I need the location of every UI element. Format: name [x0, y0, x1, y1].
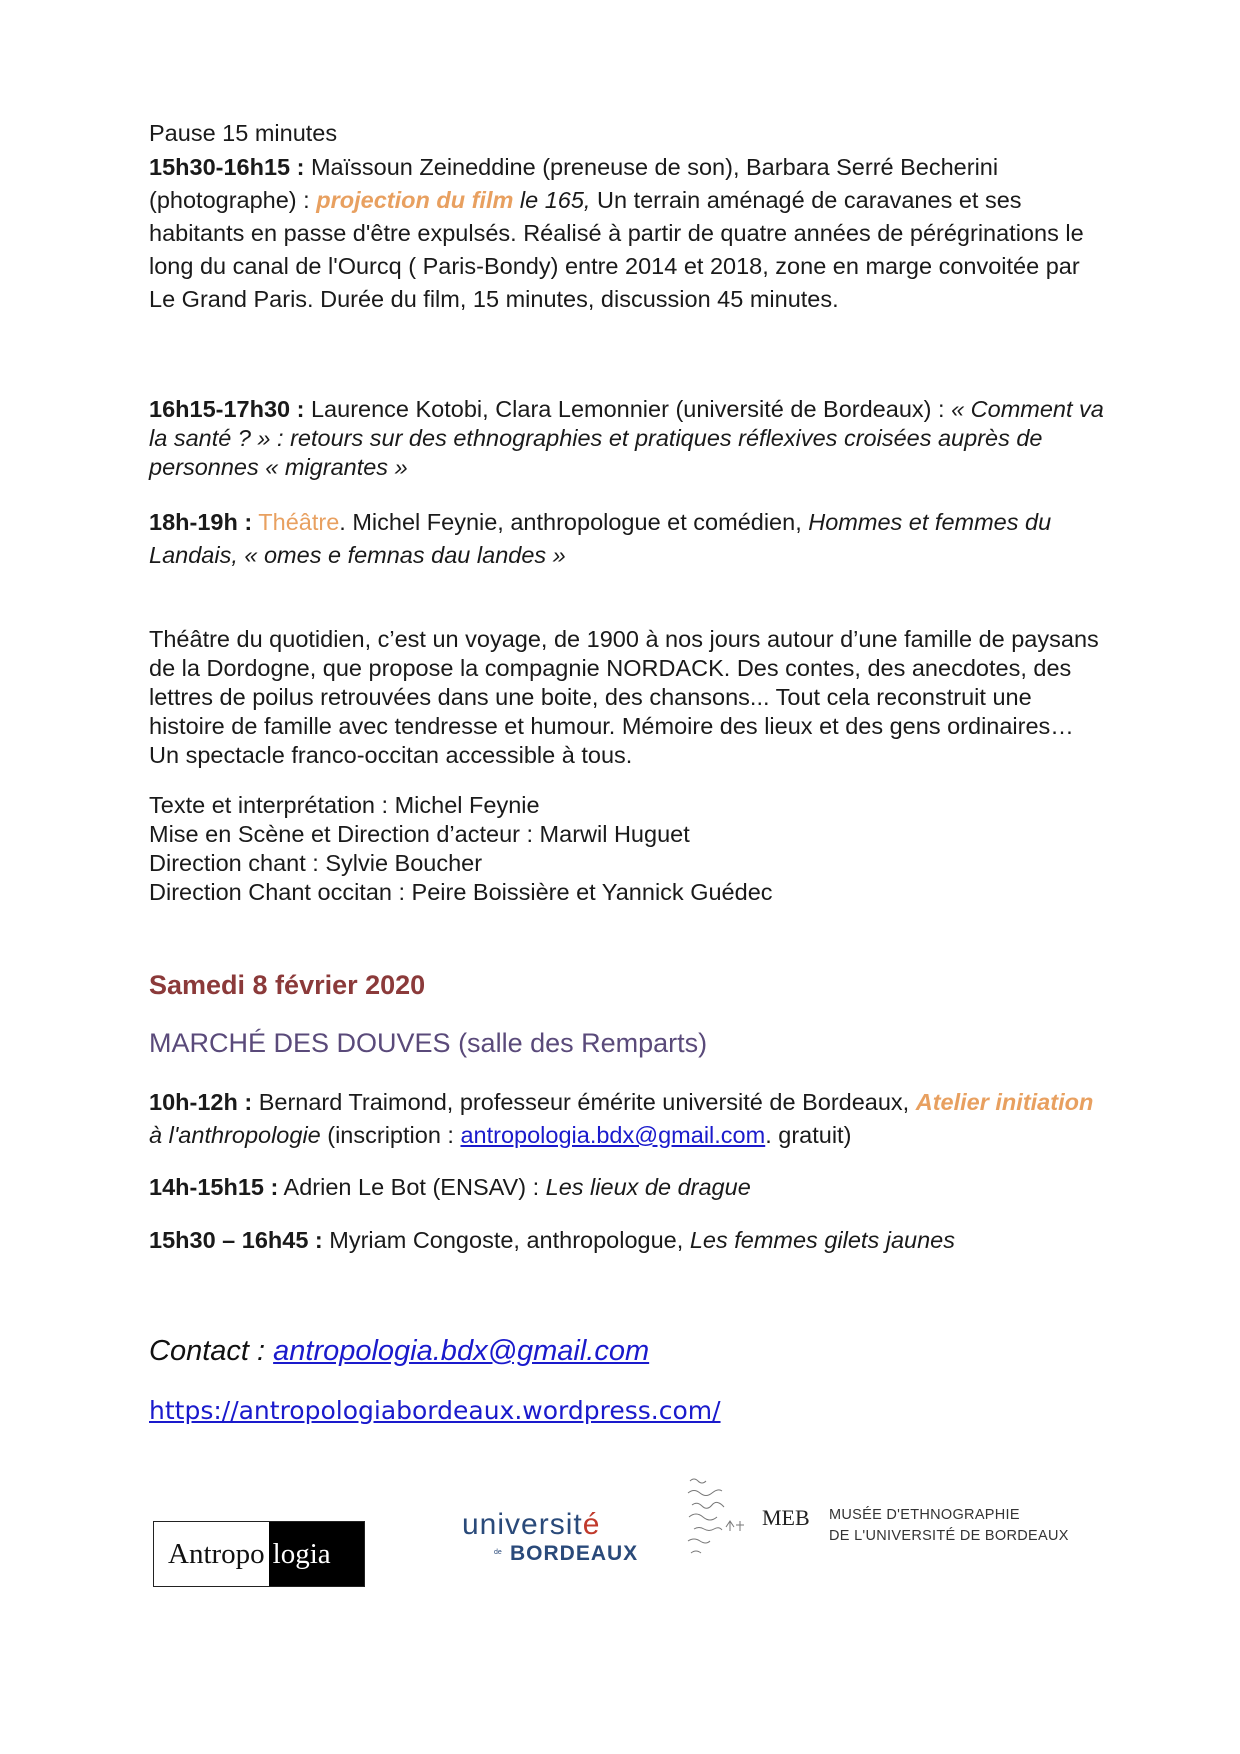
antropologia-logo-left: Antropo	[168, 1537, 265, 1570]
universite-word-a: universit	[462, 1508, 583, 1541]
universite-word-accent: é	[582, 1508, 601, 1541]
session-note-end: . gratuit)	[765, 1122, 852, 1148]
theatre-credits	[149, 791, 1109, 907]
session-speakers: Maïssoun Zeineddine (preneuse de son), Barbara Serré Becherini (photographe) :	[149, 154, 999, 213]
session-title: Les femmes gilets jaunes	[689, 1227, 955, 1253]
session-title: « Comment va la santé ? » : retours sur des ethnographies et pratiques réflexives croisées auprès de personnes « migrantes »	[149, 396, 1104, 480]
session-time: 15h30 – 16h45 :	[149, 1227, 323, 1253]
venue-name: MARCHÉ DES DOUVES	[149, 1028, 451, 1058]
pause-line	[149, 117, 1109, 150]
website-line	[149, 1396, 721, 1425]
credit-line: Texte et interprétation : Michel Feynie	[149, 792, 540, 818]
session-kind: Théâtre	[258, 509, 340, 535]
meb-abbreviation: MEB	[762, 1505, 810, 1530]
session-time: 16h15-17h30 :	[149, 396, 305, 422]
session-title: le 165,	[513, 187, 591, 213]
venue-heading	[149, 1028, 707, 1059]
meb-script-graphic	[686, 1475, 754, 1565]
registration-email-link[interactable]: antropologia.bdx@gmail.com	[460, 1122, 766, 1148]
universite-word	[462, 1508, 642, 1542]
session-description: Un terrain aménagé de caravanes et ses habitants en passe d'être expulsés. Réalisé à partir de quatre années de pérégrinations le long du canal de l'Ourcq ( Paris-Bondy) entre 2014 et 2018, zone en marge convoitée par Le Grand Paris. Durée du film, 15 minutes, discussion 45 minutes.	[149, 187, 1084, 312]
session-film	[149, 151, 1109, 316]
session-note: (inscription :	[320, 1122, 461, 1148]
session-drague	[149, 1171, 1109, 1204]
contact-email-link[interactable]: antropologia.bdx@gmail.com	[273, 1335, 650, 1367]
theatre-description-text: Théâtre du quotidien, c’est un voyage, de 1900 à nos jours autour d’une famille de paysans de la Dordogne, que propose la compagnie NORDACK. Des contes, des anecdotes, des lettres de poilus retrouvées dans une boite, des chansons... Tout cela reconstruit une histoire de famille avec tendresse et humour. Mémoire des lieux et des gens ordinaires… Un spectacle franco-occitan accessible à tous.	[149, 626, 1099, 768]
website-link[interactable]: https://antropologiabordeaux.wordpress.com/	[149, 1396, 721, 1425]
session-title: à l'anthropologie	[149, 1122, 321, 1148]
antropologia-logo	[153, 1521, 365, 1587]
session-time: 14h-15h15 :	[149, 1174, 279, 1200]
session-gilets	[149, 1224, 1109, 1257]
session-sante	[149, 395, 1109, 482]
session-speakers: Myriam Congoste, anthropologue,	[322, 1227, 690, 1253]
antropologia-logo-right: logia	[269, 1522, 364, 1586]
universite-bordeaux-logo	[462, 1508, 642, 1578]
meb-name-line1: MUSÉE D'ETHNOGRAPHIE	[829, 1507, 1020, 1523]
contact-line	[149, 1335, 649, 1368]
contact-label: Contact :	[149, 1335, 274, 1367]
pause-text: Pause 15 minutes	[149, 120, 338, 146]
universite-city: BORDEAUX	[510, 1542, 639, 1565]
theatre-description	[149, 625, 1109, 770]
session-theatre	[149, 506, 1109, 572]
universite-de: de	[494, 1549, 502, 1556]
session-kind: projection du film	[316, 187, 514, 213]
credit-line: Direction Chant occitan : Peire Boissière et Yannick Guédec	[149, 879, 773, 905]
session-atelier	[149, 1086, 1109, 1152]
session-speakers: . Michel Feynie, anthropologue et comédien,	[339, 509, 809, 535]
credit-line: Mise en Scène et Direction d’acteur : Marwil Huguet	[149, 821, 690, 847]
session-speakers: Bernard Traimond, professeur émérite université de Bordeaux,	[252, 1089, 916, 1115]
credit-line: Direction chant : Sylvie Boucher	[149, 850, 483, 876]
meb-name-line2: DE L'UNIVERSITÉ DE BORDEAUX	[829, 1528, 1069, 1544]
session-time: 15h30-16h15 :	[149, 154, 305, 180]
session-time: 18h-19h :	[149, 509, 253, 535]
session-time: 10h-12h :	[149, 1089, 253, 1115]
meb-logo	[686, 1475, 1106, 1567]
session-kind: Atelier initiation	[915, 1089, 1094, 1115]
saturday-date-heading: Samedi 8 février 2020	[149, 970, 426, 1000]
session-title: Hommes et femmes du Landais, « omes e femnas dau landes »	[149, 509, 1052, 568]
session-speakers: Laurence Kotobi, Clara Lemonnier (université de Bordeaux) :	[304, 396, 952, 422]
session-speakers: Adrien Le Bot (ENSAV) :	[278, 1174, 546, 1200]
session-title: Les lieux de drague	[545, 1174, 751, 1200]
venue-room: (salle des Remparts)	[450, 1028, 708, 1058]
